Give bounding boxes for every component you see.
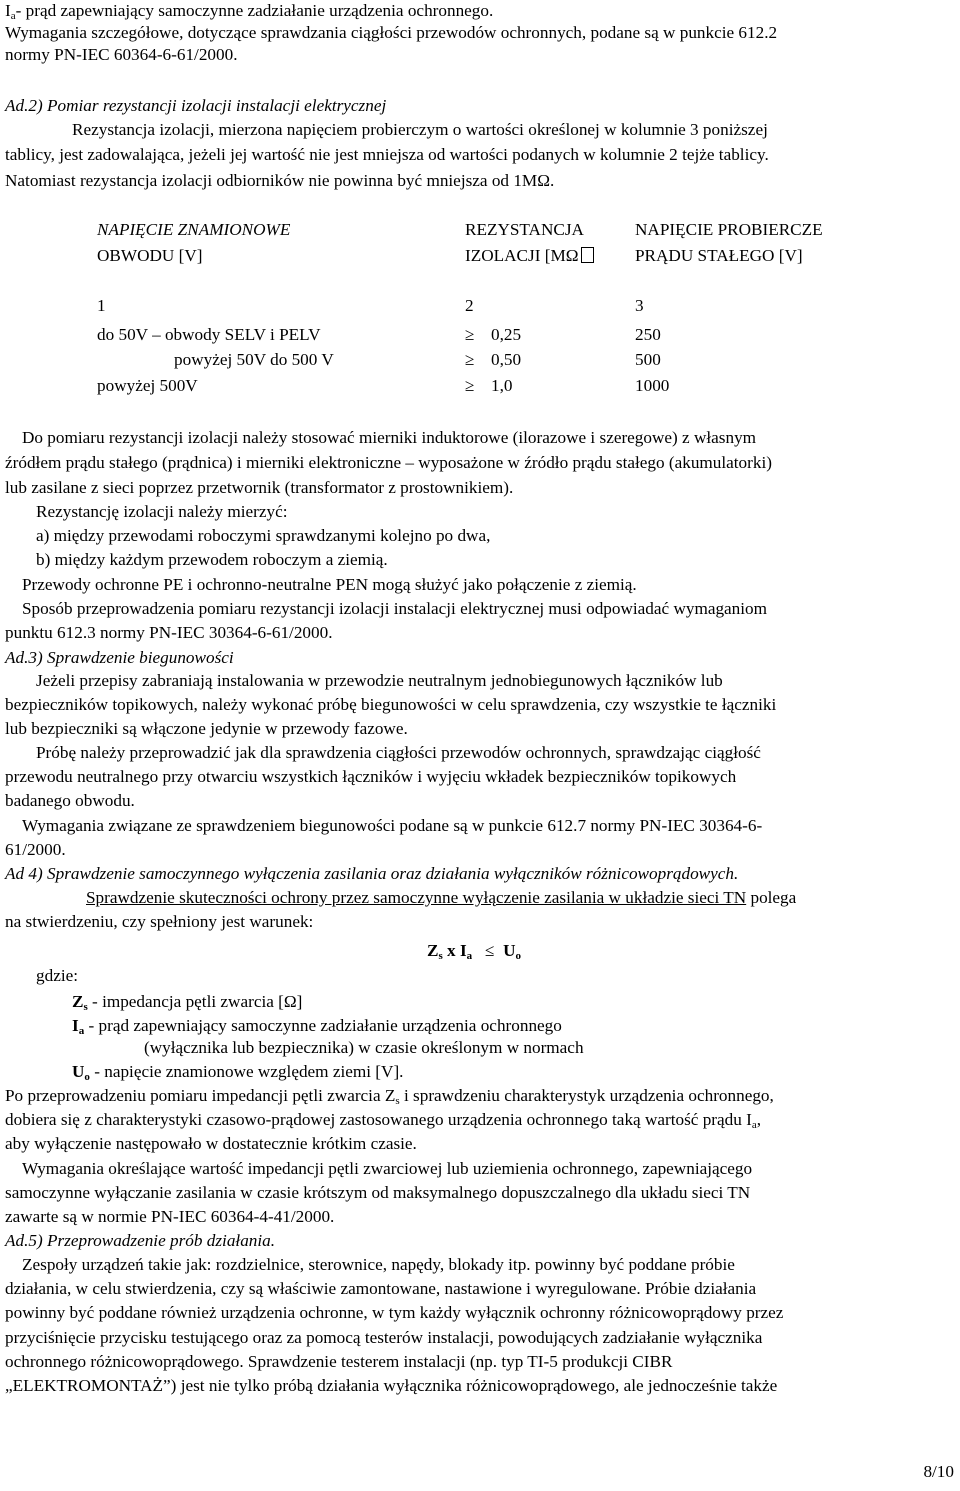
table-header-col1-line2: OBWODU [V]: [97, 246, 203, 265]
def-z-text: - impedancja pętli zwarcia [Ω]: [92, 992, 303, 1011]
section-2-line-1: Rezystancja izolacji, mierzona napięciem probierczym o wartości określonej w kolumnie 3 poniższej: [72, 120, 768, 139]
section-3-line-4: Próbę należy przeprowadzić jak dla sprawdzenia ciągłości przewodów ochronnych, sprawdzając ciągłość: [36, 743, 761, 762]
table-col-number-3: 3: [635, 296, 644, 315]
line-rest: polega: [750, 888, 797, 907]
def-i-symbol: I: [72, 1016, 79, 1035]
table-row-2-test: 500: [635, 350, 661, 369]
resistance-value: 0,50: [491, 350, 522, 369]
table-row-1-voltage: do 50V – obwody SELV i PELV: [97, 325, 321, 344]
formula-u: U: [503, 941, 516, 960]
formula-le: ≤: [485, 941, 495, 960]
def-ia-continued: (wyłącznika lub bezpiecznika) w czasie określonym w normach: [144, 1038, 584, 1057]
section-4-line-2: na stwierdzeniu, czy spełniony jest warunek:: [5, 912, 314, 931]
table-row-2-voltage: powyżej 50V do 500 V: [174, 350, 334, 369]
def-z-sub: s: [83, 1001, 88, 1013]
missing-glyph-box-icon: [581, 247, 594, 263]
table-header-col2-line1: REZYSTANCJA: [465, 220, 584, 239]
after-table-line-9: punktu 612.3 normy PN-IEC 30364-6-61/2000.: [5, 623, 333, 642]
def-uo: [72, 1061, 403, 1083]
after-table-line-7: Przewody ochronne PE i ochronno-neutralne PEN mogą służyć jako połączenie z ziemią.: [22, 575, 637, 594]
ia-subscript: a: [10, 10, 16, 22]
ia-symbol: I: [5, 1, 11, 20]
section-4-p1-line-2: [5, 1109, 761, 1131]
table-header-col1-line1: NAPIĘCIE ZNAMIONOWE: [97, 220, 291, 239]
table-row-3-resistance: [465, 375, 512, 397]
gdzie-label: gdzie:: [36, 966, 78, 985]
section-5-line-1: Zespoły urządzeń takie jak: rozdzielnice, sterownice, napędy, blokady itp. powinny być poddane próbie: [22, 1255, 735, 1274]
def-u-sub: o: [84, 1071, 90, 1083]
section-5-line-5: ochronnego różnicowoprądowego. Sprawdzenie testerem instalacji (np. typ TI-5 produkcji CIBR: [5, 1352, 673, 1371]
requirements-line-2: normy PN-IEC 60364-6-61/2000.: [5, 45, 238, 64]
section-3-line-3: lub bezpieczniki są włączone jedynie w przewody fazowe.: [5, 719, 408, 738]
after-table-line-6: b) między każdym przewodem roboczym a ziemią.: [36, 550, 388, 569]
after-table-line-4: Rezystancję izolacji należy mierzyć:: [36, 502, 288, 521]
table-row-3-test: 1000: [635, 376, 670, 395]
ge-symbol: ≥: [465, 325, 475, 344]
after-table-line-8: Sposób przeprowadzenia pomiaru rezystancji izolacji instalacji elektrycznej musi odpowiadać wymaganiom: [22, 599, 768, 618]
condition-formula: [427, 940, 521, 962]
def-u-text: - napięcie znamionowe względem ziemi [V].: [94, 1062, 404, 1081]
table-col-number-1: 1: [97, 296, 106, 315]
section-2-heading: Ad.2) Pomiar rezystancji izolacji instalacji elektrycznej: [5, 96, 387, 115]
table-header-col2-line2: [465, 245, 594, 267]
section-3-line-7: Wymagania związane ze sprawdzeniem biegunowości podane są w punkcie 612.7 normy PN-IEC 30364-6-: [22, 816, 763, 835]
ge-symbol: ≥: [465, 350, 475, 369]
section-3-line-6: badanego obwodu.: [5, 791, 135, 810]
after-table-line-5: a) między przewodami roboczymi sprawdzanymi kolejno po dwa,: [36, 526, 491, 545]
formula-z-sub: s: [438, 950, 443, 962]
ia-text: - prąd zapewniający samoczynne zadziałanie urządzenia ochronnego.: [15, 1, 494, 20]
def-z-symbol: Z: [72, 992, 84, 1011]
formula-x-i: x I: [447, 941, 467, 960]
section-3-line-1: Jeżeli przepisy zabraniają instalowania w przewodzie neutralnym jednobiegunowych łączników lub: [36, 671, 723, 690]
section-5-heading: Ad.5) Przeprowadzenie prób działania.: [5, 1231, 276, 1250]
section-5-line-6: „ELEKTROMONTAŻ”) jest nie tylko próbą działania wyłącznika różnicowoprądowego, ale jednocześnie także: [5, 1376, 778, 1395]
resistance-value: 1,0: [491, 376, 513, 395]
table-row-1-resistance: [465, 324, 521, 346]
text: i sprawdzeniu charakterystyk urządzenia ochronnego,: [403, 1086, 774, 1105]
section-5-line-3: powinny być poddane również urządzenia ochronne, w tym każdy wyłącznik ochronny różnicowoprądowy przez: [5, 1303, 784, 1322]
def-i-text: - prąd zapewniający samoczynne zadziałanie urządzenia ochronnego: [88, 1016, 562, 1035]
section-3-line-8: 61/2000.: [5, 840, 66, 859]
table-header-col3-line2: PRĄDU STAŁEGO [V]: [635, 246, 803, 265]
section-4-heading: Ad 4) Sprawdzenie samoczynnego wyłączenia zasilania oraz działania wyłączników różnicowoprądowych.: [5, 864, 739, 883]
table-row-1-test: 250: [635, 325, 661, 344]
section-2-line-3: Natomiast rezystancja izolacji odbiorników nie powinna być mniejsza od 1MΩ.: [5, 171, 555, 190]
section-3-heading: Ad.3) Sprawdzenie biegunowości: [5, 648, 234, 667]
ia-definition-line: [5, 0, 493, 22]
text: dobiera się z charakterystyki czasowo-prądowej zastosowanego urządzenia ochronnego taką wartość prądu I: [5, 1110, 752, 1129]
def-u-symbol: U: [72, 1062, 85, 1081]
table-header-col2-text: IZOLACJI [MΩ: [465, 246, 579, 265]
page-number: 8/10: [923, 1462, 954, 1481]
ge-symbol: ≥: [465, 376, 475, 395]
section-2-line-2: tablicy, jest zadowalająca, jeżeli jej wartość nie jest mniejsza od wartości podanych w kolumnie 2 tejże tablicy.: [5, 145, 769, 164]
section-4-p2-line-1: Wymagania określające wartość impedancji pętli zwarciowej lub uziemienia ochronnego, zapewniającego: [22, 1159, 753, 1178]
after-table-line-1: Do pomiaru rezystancji izolacji należy stosować mierniki induktorowe (ilorazowe i szeregowe) z własnym: [22, 428, 757, 447]
section-4-p2-line-2: samoczynne wyłączanie zasilania w czasie krótszym od maksymalnego dopuszczalnego dla układu sieci TN: [5, 1183, 751, 1202]
section-4-p2-line-3: zawarte są w normie PN-IEC 60364-4-41/2000.: [5, 1207, 335, 1226]
formula-u-sub: o: [515, 950, 521, 962]
sub: a: [751, 1119, 757, 1131]
table-row-2-resistance: [465, 349, 521, 371]
def-ia: [72, 1015, 562, 1037]
after-table-line-2: źródłem prądu stałego (prądnica) i mierniki elektroniczne – wyposażone w źródło prądu stałego (akumulatorki): [5, 453, 772, 472]
sub: s: [395, 1095, 400, 1107]
section-5-line-2: działania, w celu stwierdzenia, czy są właściwie zamontowane, nastawione i wyregulowane. Próbie działania: [5, 1279, 757, 1298]
section-4-line-1: [86, 887, 796, 909]
def-i-sub: a: [78, 1025, 85, 1037]
requirements-line-1: Wymagania szczegółowe, dotyczące sprawdzania ciągłości przewodów ochronnych, podane są w punkcie 612.2: [5, 23, 778, 42]
section-3-line-2: bezpieczników topikowych, należy wykonać próbę biegunowości w celu sprawdzenia, czy wszystkie te łączniki: [5, 695, 777, 714]
section-3-line-5: przewodu neutralnego przy otwarciu wszystkich łączników i wyjęciu wkładek bezpieczników topikowych: [5, 767, 737, 786]
underlined-phrase: Sprawdzenie skuteczności ochrony przez samoczynne wyłączenie zasilania w układzie sieci TN: [86, 888, 747, 907]
formula-z: Z: [427, 941, 439, 960]
table-row-3-voltage: powyżej 500V: [97, 376, 198, 395]
after-table-line-3: lub zasilane z sieci poprzez przetwornik (transformator z prostownikiem).: [5, 478, 514, 497]
def-zs: [72, 991, 302, 1013]
formula-i-sub: a: [466, 950, 473, 962]
table-col-number-2: 2: [465, 296, 474, 315]
section-4-p1-line-1: [5, 1085, 774, 1107]
text: ,: [756, 1110, 762, 1129]
resistance-value: 0,25: [491, 325, 522, 344]
text: Po przeprowadzeniu pomiaru impedancji pętli zwarcia Z: [5, 1086, 396, 1105]
section-4-p1-line-3: aby wyłączenie następowało w dostatecznie krótkim czasie.: [5, 1134, 417, 1153]
section-5-line-4: przyciśnięcie przycisku testującego oraz za pomocą testerów instalacji, powodujących zadziałanie wyłącznika: [5, 1328, 763, 1347]
table-header-col3-line1: NAPIĘCIE PROBIERCZE: [635, 220, 823, 239]
